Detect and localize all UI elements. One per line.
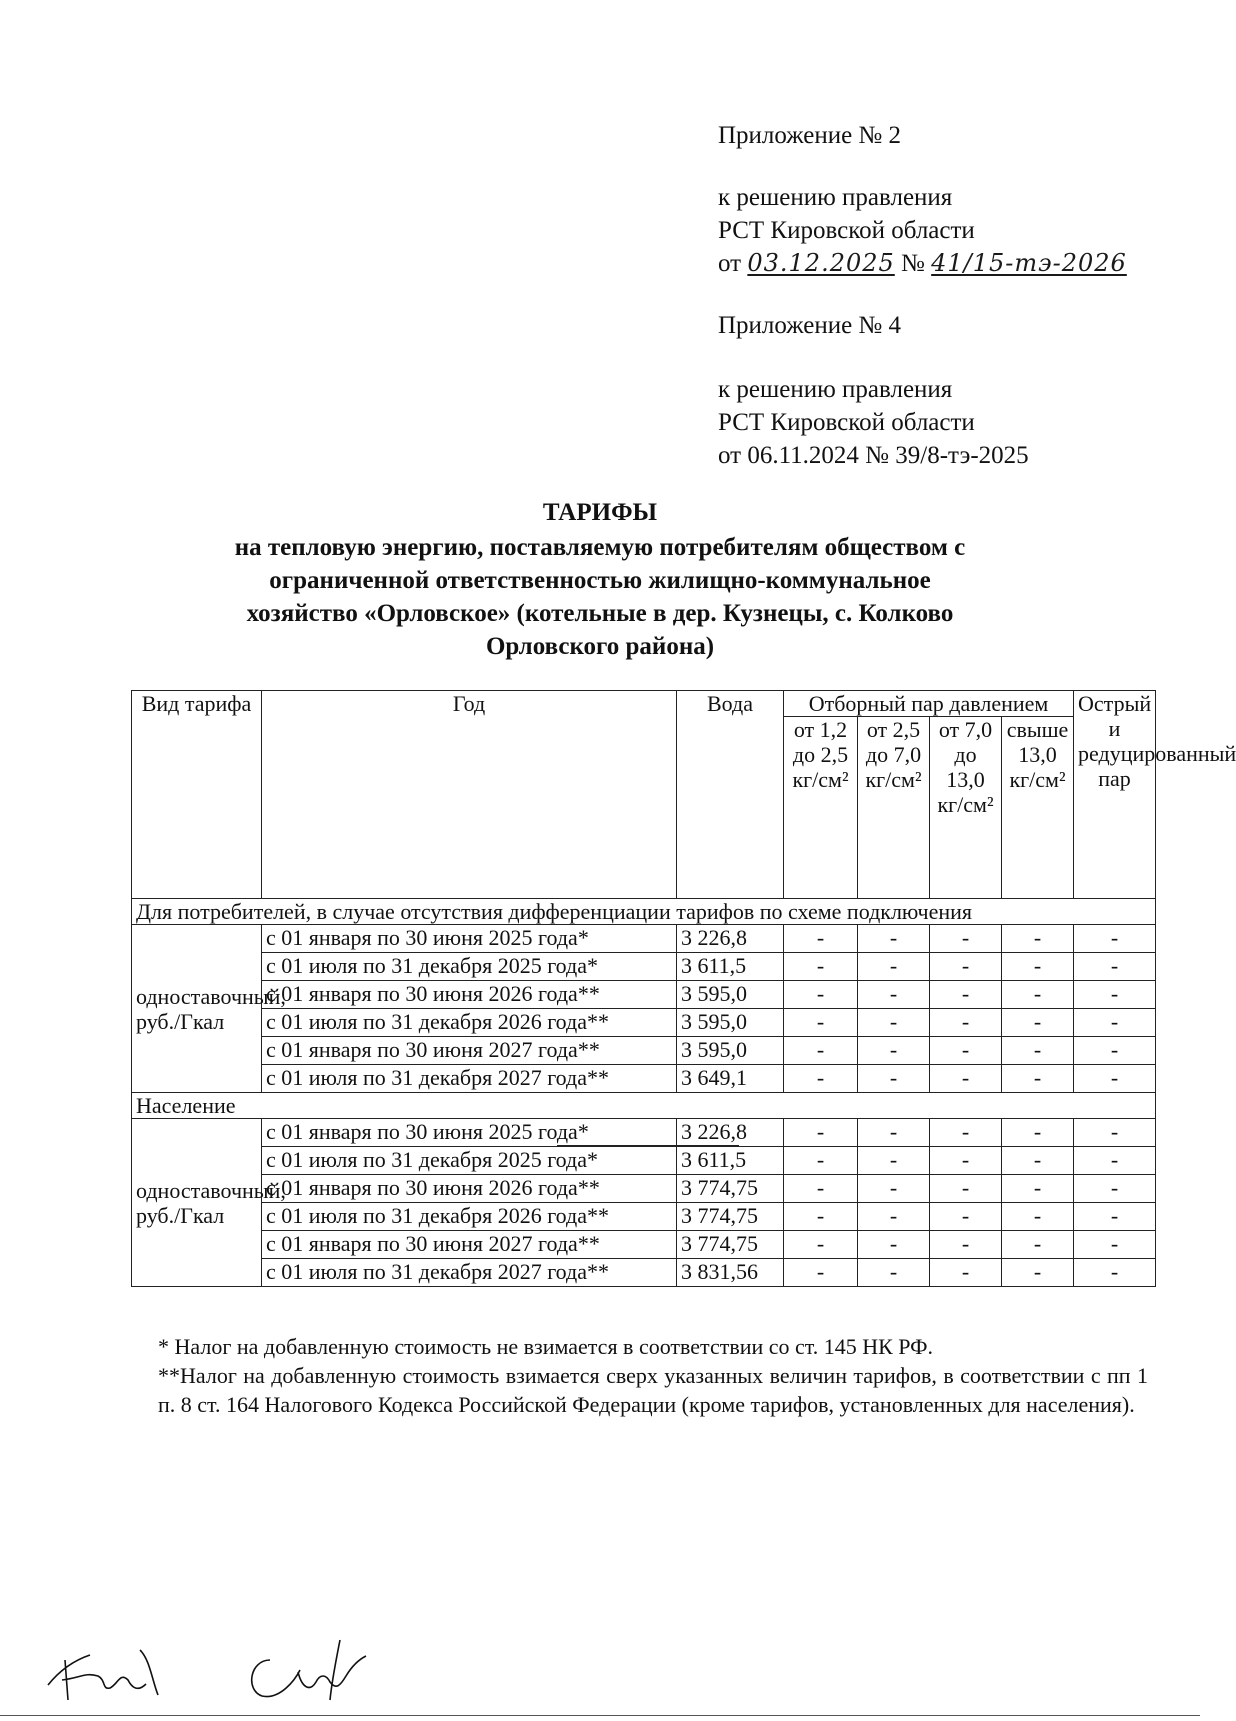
empty-value-cell: - [858,1009,930,1037]
footnotes [158,1332,1148,1419]
annex-4-heading: Приложение № 4 [718,312,902,339]
empty-value-cell: - [784,1009,858,1037]
title-line-4: хозяйство «Орловское» (котельные в дер. Кузнецы, с. Колково [246,600,954,627]
water-tariff-cell: 3 774,75 [677,1175,784,1203]
number-prefix: № [901,250,925,277]
empty-value-cell: - [1002,1037,1074,1065]
water-tariff-cell: 3 595,0 [677,1037,784,1065]
empty-value-cell: - [1002,1119,1074,1147]
empty-value-cell: - [784,953,858,981]
period-cell: с 01 января по 30 июня 2026 года** [262,981,677,1009]
water-tariff-cell: 3 774,75 [677,1231,784,1259]
header-pressure-1: от 1,2 до 2,5 кг/см² [784,717,858,899]
empty-value-cell: - [1002,1175,1074,1203]
header-steam-pressure: Отборный пар давлением [784,691,1074,717]
header-water: Вода [677,691,784,899]
header-tariff-type: Вид тарифа [132,691,262,899]
water-tariff-cell: 3 611,5 [677,1147,784,1175]
empty-value-cell: - [858,953,930,981]
empty-value-cell: - [784,1231,858,1259]
title-line-3: ограниченной ответственностью жилищно-коммунальное [269,567,931,594]
empty-value-cell: - [930,1147,1002,1175]
empty-value-cell: - [1074,1119,1156,1147]
empty-value-cell: - [1074,1147,1156,1175]
period-cell: с 01 июля по 31 декабря 2027 года** [262,1259,677,1287]
page-bottom-line [0,1715,1200,1716]
empty-value-cell: - [784,925,858,953]
header-sharp-steam: Острый и редуцированный пар [1074,691,1156,899]
empty-value-cell: - [1002,1231,1074,1259]
header-year: Год [262,691,677,899]
empty-value-cell: - [858,1259,930,1287]
empty-value-cell: - [858,1175,930,1203]
empty-value-cell: - [930,981,1002,1009]
empty-value-cell: - [858,1203,930,1231]
empty-value-cell: - [1002,925,1074,953]
empty-value-cell: - [930,1203,1002,1231]
header-pressure-2: от 2,5 до 7,0 кг/см² [858,717,930,899]
decision-text-1: к решению правления [718,184,953,211]
table-row [132,1065,1156,1093]
decision-authority-2: РСТ Кировской области [718,409,975,436]
empty-value-cell: - [1002,953,1074,981]
empty-value-cell: - [784,1175,858,1203]
table-row [132,1147,1156,1175]
table-row [132,953,1156,981]
empty-value-cell: - [1002,1147,1074,1175]
tariff-table [131,690,1236,1287]
period-cell: с 01 января по 30 июня 2025 года* [262,1119,677,1147]
footnote-2: **Налог на добавленную стоимость взимается сверх указанных величин тарифов, в соответствии с пп 1 п. 8 ст. 164 Налогового Кодекса Российской Федерации (кроме тарифов, установленных для населения). [158,1363,1148,1417]
title-line-2: на тепловую энергию, поставляемую потребителям обществом с [234,534,966,561]
water-tariff-cell: 3 774,75 [677,1203,784,1231]
empty-value-cell: - [784,1119,858,1147]
period-cell: с 01 января по 30 июня 2026 года** [262,1175,677,1203]
empty-value-cell: - [1074,1037,1156,1065]
empty-value-cell: - [1002,1009,1074,1037]
empty-value-cell: - [784,981,858,1009]
water-tariff-cell: 3 226,8 [677,1119,784,1147]
empty-value-cell: - [1074,1231,1156,1259]
table-row [132,1009,1156,1037]
decision-reference-1 [718,248,1127,279]
empty-value-cell: - [930,1231,1002,1259]
water-tariff-cell: 3 649,1 [677,1065,784,1093]
table-row [132,1175,1156,1203]
period-cell: с 01 января по 30 июня 2027 года** [262,1231,677,1259]
empty-value-cell: - [784,1203,858,1231]
empty-value-cell: - [1002,1203,1074,1231]
document-title: ТАРИФЫ [542,499,658,526]
period-cell: с 01 июля по 31 декабря 2027 года** [262,1065,677,1093]
empty-value-cell: - [930,1259,1002,1287]
decision-reference-2: от 06.11.2024 № 39/8-тэ-2025 [718,442,1029,469]
population-rows [132,1119,1156,1287]
footnote-1: * Налог на добавленную стоимость не взимается в соответствии со ст. 145 НК РФ. [158,1334,934,1359]
period-cell: с 01 июля по 31 декабря 2025 года* [262,953,677,981]
decision-text-2: к решению правления [718,376,953,403]
table-row [132,925,1156,953]
empty-value-cell: - [930,1037,1002,1065]
empty-value-cell: - [930,1009,1002,1037]
water-tariff-cell: 3 831,56 [677,1259,784,1287]
empty-value-cell: - [858,1037,930,1065]
empty-value-cell: - [1002,1259,1074,1287]
empty-value-cell: - [1074,1175,1156,1203]
general-consumers-rows [132,925,1156,1093]
empty-value-cell: - [930,925,1002,953]
empty-value-cell: - [930,1175,1002,1203]
handwritten-date: 03.12.2025 [747,249,895,277]
table-row [132,1119,1156,1147]
period-cell: с 01 июля по 31 декабря 2025 года* [262,1147,677,1175]
empty-value-cell: - [930,1119,1002,1147]
period-cell: с 01 июля по 31 декабря 2026 года** [262,1203,677,1231]
water-tariff-cell: 3 595,0 [677,1009,784,1037]
empty-value-cell: - [1074,1259,1156,1287]
empty-value-cell: - [1074,953,1156,981]
handwritten-signatures [40,1600,380,1710]
empty-value-cell: - [1002,1065,1074,1093]
empty-value-cell: - [1074,981,1156,1009]
empty-value-cell: - [858,1147,930,1175]
section-population: Население [132,1093,1156,1119]
empty-value-cell: - [1074,1203,1156,1231]
water-tariff-cell: 3 226,8 [677,925,784,953]
table-row [132,1203,1156,1231]
separator-line [557,1145,739,1146]
period-cell: с 01 января по 30 июня 2025 года* [262,925,677,953]
table-row [132,981,1156,1009]
title-line-5: Орловского района) [485,633,715,660]
empty-value-cell: - [784,1259,858,1287]
empty-value-cell: - [1002,981,1074,1009]
from-prefix: от [718,250,742,277]
empty-value-cell: - [784,1037,858,1065]
empty-value-cell: - [858,1065,930,1093]
empty-value-cell: - [858,1119,930,1147]
water-tariff-cell: 3 595,0 [677,981,784,1009]
empty-value-cell: - [930,953,1002,981]
period-cell: с 01 января по 30 июня 2027 года** [262,1037,677,1065]
empty-value-cell: - [784,1147,858,1175]
water-tariff-cell: 3 611,5 [677,953,784,981]
empty-value-cell: - [858,925,930,953]
header-pressure-3: от 7,0 до 13,0 кг/см² [930,717,1002,899]
handwritten-number: 41/15-тэ-2026 [931,249,1127,277]
empty-value-cell: - [1074,1009,1156,1037]
empty-value-cell: - [930,1065,1002,1093]
general-tariff-type: одноставочный, руб./Гкал [132,925,262,1093]
empty-value-cell: - [1074,1065,1156,1093]
empty-value-cell: - [784,1065,858,1093]
header-pressure-4: свыше 13,0 кг/см² [1002,717,1074,899]
empty-value-cell: - [1074,925,1156,953]
table-row [132,1259,1156,1287]
table-row [132,1037,1156,1065]
period-cell: с 01 июля по 31 декабря 2026 года** [262,1009,677,1037]
decision-authority-1: РСТ Кировской области [718,217,975,244]
population-tariff-type: одноставочный, руб./Гкал [132,1119,262,1287]
empty-value-cell: - [858,1231,930,1259]
annex-2-heading: Приложение № 2 [718,122,902,149]
empty-value-cell: - [858,981,930,1009]
section-general-consumers: Для потребителей, в случае отсутствия дифференциации тарифов по схеме подключения [132,899,1156,925]
table-row [132,1231,1156,1259]
